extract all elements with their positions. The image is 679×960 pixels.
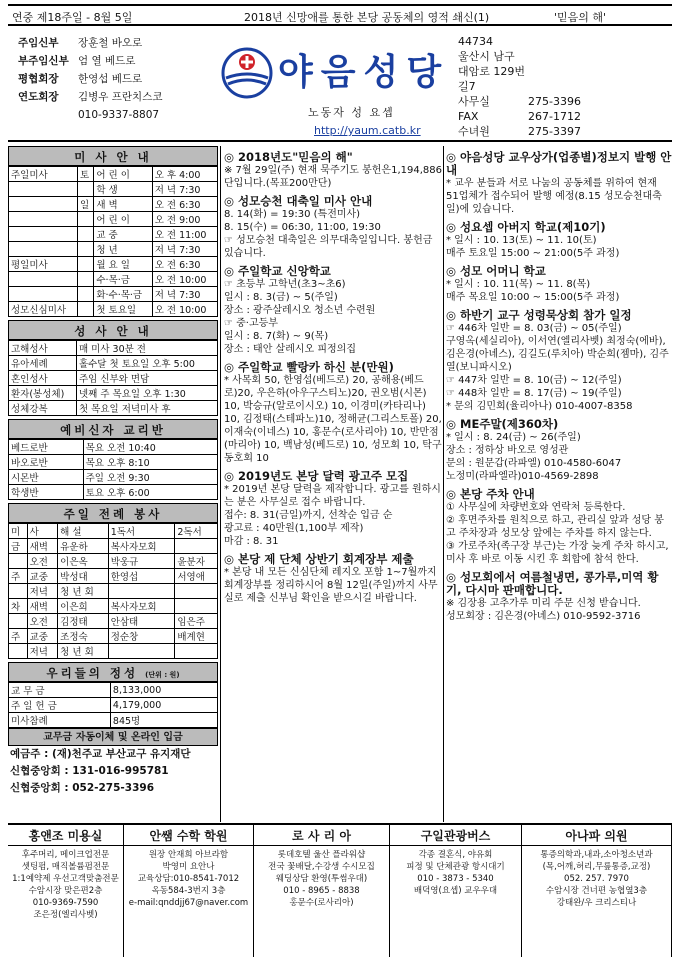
table-cell: 오 전 6:30 (152, 257, 217, 272)
mass-row (9, 167, 218, 182)
table-cell: 저녁 (27, 644, 58, 659)
table-cell (9, 614, 28, 629)
notice-line: * 2019년 본당 달력을 제작합니다. 광고를 원하시는 분은 사무실로 접수 바랍니다. (224, 484, 441, 508)
notice-line: ※ 김장용 고추가루 미리 주문 신청 받습니다. (446, 598, 641, 609)
table-cell: 홀수달 첫 토요일 오후 5:00 (76, 356, 217, 371)
notice-heading: ◎ 하반기 교구 성령묵상회 참가 일정 (446, 308, 632, 322)
staff-role: 주임신부 (18, 37, 59, 49)
table-cell: 복사자모회 (108, 599, 175, 614)
notice-line: ☞ 448차 일반 = 8. 17(금) ~ 19(주일) (446, 388, 622, 399)
table-cell: 4,179,000 (110, 698, 217, 713)
ads-row (8, 823, 672, 957)
catechism-row (9, 455, 218, 470)
staff-row (18, 106, 218, 124)
table-cell (78, 257, 94, 272)
staff-name: 엄 열 베드로 (78, 55, 136, 67)
table-cell: 정순창 (108, 629, 175, 644)
ad-line: 조은정(엘리사벳) (33, 910, 98, 920)
table-cell: 평일미사 (9, 257, 78, 272)
notice-heading: ◎ 주일학교 빨랑카 하신 분(만원) (224, 360, 394, 374)
notice-line: 장소 : 정하상 바오로 영성관 (446, 445, 569, 456)
table-cell (78, 182, 94, 197)
table-cell: 오 전 11:00 (152, 227, 217, 242)
ad-line: 피정 및 단체관광 항시대기 (406, 862, 505, 872)
top-bar (8, 4, 672, 26)
table-cell: 바오로반 (9, 455, 84, 470)
table-cell: 매 미사 30분 전 (76, 341, 217, 356)
contact-label: 사무실 (458, 95, 490, 108)
contact-row (458, 94, 672, 109)
table-cell: 오전 (27, 554, 58, 569)
ad-line: 통증의학과,내과,소아청소년과 (540, 850, 653, 860)
contact-label: 수녀원 (458, 125, 490, 138)
sacrament-row (9, 371, 218, 386)
table-cell: 환자(봉성체) (9, 386, 77, 401)
notice-heading: ◎ 본당 제 단체 상반기 회계장부 제출 (224, 552, 414, 566)
notice-line: 접수: 8. 31(금일)까지, 선착순 입금 순 (224, 510, 393, 521)
ad-line: 1:1예약제 우선고객맞춤전문 (12, 874, 119, 884)
ad-line: (목,어깨,허리,무릎통증,교정) (542, 862, 651, 872)
notice-line: * 교우 분들과 서로 나눔의 공동체를 위하여 현재 51업체가 접수되어 발행 예정(8.15 성모승천대축일)에 있습니다. (446, 178, 662, 215)
table-cell: 성체강복 (9, 401, 77, 416)
ad-line: 010 - 3873 - 5340 (417, 874, 494, 884)
table-cell: 혼인성사 (9, 371, 77, 386)
table-cell: 저 녁 7:30 (152, 287, 217, 302)
catechism-row (9, 485, 218, 500)
table-cell: 목요 오후 8:10 (83, 455, 217, 470)
year-title: '믿음의 해' (554, 11, 607, 24)
notice-line: 일시 : 8. 3(금) ~ 5(주일) (224, 292, 338, 303)
notice-heading: ◎ 성모회에서 여름철냉면, 콩가루,미역 황기, 다시마 판매합니다. (446, 570, 659, 597)
table-cell (78, 227, 94, 242)
service-table (8, 523, 218, 659)
table-cell: 새벽 (27, 599, 58, 614)
table-cell (9, 227, 78, 242)
table-cell: 배계현 (175, 629, 218, 644)
table-cell (108, 644, 175, 659)
sacrament-row (9, 356, 218, 371)
notice-line: ☞ 447차 일반 = 8. 10(금) ~ 12(주일) (446, 375, 622, 386)
contact-label: 44734 (458, 35, 493, 48)
table-cell: 새벽 (27, 539, 58, 554)
table-cell: 저 녁 7:30 (152, 242, 217, 257)
ad-box (254, 825, 390, 957)
notice-heading: ◎ 성모 어머니 학교 (446, 264, 546, 278)
mass-row (9, 242, 218, 257)
table-cell: 복사자모회 (108, 539, 175, 554)
service-row (9, 629, 218, 644)
notice-line: ☞ 성모승천 대축일은 의무대축일입니다. 봉헌금 있습니다. (224, 235, 433, 259)
ad-line: 웨딩상담 환영(투썸우대) (275, 874, 368, 884)
table-cell: 미 (9, 524, 28, 539)
notice-line: ☞ 초등부 고학년(초3~초6) (224, 279, 346, 290)
table-cell: 이은희 (58, 599, 109, 614)
ad-title: 안쌤 수학 학원 (124, 827, 253, 846)
table-cell: 임은주 (175, 614, 218, 629)
transfer-note: 교무금 자동이체 및 온라인 입금 (8, 728, 218, 746)
ad-line: 옥동584-3번지 3층 (151, 886, 226, 896)
table-cell: 교 중 (94, 227, 152, 242)
offering-row (9, 713, 218, 728)
staff-name: 한영섭 베드로 (78, 73, 143, 85)
table-cell (175, 599, 218, 614)
table-cell: 학생반 (9, 485, 84, 500)
table-cell: 고해성사 (9, 341, 77, 356)
table-cell: 베드로반 (9, 440, 84, 455)
table-cell: 1독서 (108, 524, 175, 539)
table-cell: 첫 토요일 (94, 302, 152, 317)
offering-title: 우리들의 정성 (단위 : 원) (8, 662, 218, 682)
contact-value: 267-1712 (528, 110, 581, 123)
catechism-title: 예비신자 교리반 (8, 419, 218, 439)
sacrament-row (9, 386, 218, 401)
table-cell: 학 생 (94, 182, 152, 197)
service-row (9, 599, 218, 614)
table-cell: 청 년 회 (58, 584, 109, 599)
table-cell: 토요 오후 6:00 (83, 485, 217, 500)
ad-line: 수암시장 건너편 농협옆3층 (545, 886, 648, 896)
notice-line: 매주 토요일 15:00 ~ 21:00(5주 과정) (446, 248, 620, 259)
table-cell: 2독서 (175, 524, 218, 539)
table-cell (78, 302, 94, 317)
table-cell (9, 554, 28, 569)
table-cell: 오 전 9:00 (152, 212, 217, 227)
notice-heading: ◎ ME주말(제360차) (446, 417, 559, 431)
mass-row (9, 227, 218, 242)
ad-box (124, 825, 254, 957)
contact-row (458, 109, 672, 124)
ad-line: 010-9369-7590 (32, 898, 99, 908)
staff-name: 010-9337-8807 (78, 109, 160, 121)
notice-line: 광고료 : 40만원(1,100부 제작) (224, 523, 364, 534)
offering-row (9, 683, 218, 698)
notice-line: ③ 가로주차(족구장 부근)는 가장 늦게 주차 하시고, 미사 후 바로 이동 시킨 후 회합에 참석 한다. (446, 541, 669, 565)
ad-line: 원장 안재희 아브라함 (148, 850, 229, 860)
middle-column (224, 146, 442, 605)
table-cell: 교 무 금 (9, 683, 111, 698)
table-cell (9, 272, 78, 287)
table-cell: 해 설 (58, 524, 109, 539)
mass-title: 미 사 안 내 (8, 146, 218, 166)
table-cell: 교중 (27, 629, 58, 644)
table-cell: 새 벽 (94, 197, 152, 212)
table-cell: 유운하 (58, 539, 109, 554)
notice-line: 노정미(라파엘라)010-4569-2898 (446, 471, 599, 482)
ad-line: e-mail:qnddjj67@naver.com (128, 898, 249, 908)
offering-row (9, 698, 218, 713)
table-cell: 청 년 (94, 242, 152, 257)
table-cell: 8,133,000 (110, 683, 217, 698)
service-row (9, 644, 218, 659)
notice-line: * 본당 내 모든 신심단체 레지오 포함 1~7월까지 회계장부를 정리하시어 8월 12일(주일)까지 사무실로 제출 신부님 확인을 받으시길 바랍니다. (224, 567, 438, 604)
mass-row (9, 182, 218, 197)
table-cell: 시몬반 (9, 470, 84, 485)
ad-box (390, 825, 522, 957)
table-cell: 주임 신부와 면담 (76, 371, 217, 386)
ad-box (522, 825, 672, 957)
right-column (446, 146, 672, 623)
table-cell: 오 전 6:30 (152, 197, 217, 212)
sacrament-title: 성 사 안 내 (8, 320, 218, 340)
table-cell: 박웅규 (108, 554, 175, 569)
table-cell: 주일미사 (9, 167, 78, 182)
sacrament-table (8, 340, 218, 416)
ad-line: 셋팅펌, 매직볼륨펌전문 (21, 862, 110, 872)
service-row (9, 614, 218, 629)
table-cell: 어 린 이 (94, 167, 152, 182)
mass-table (8, 166, 218, 317)
notice-line: ☞ 446차 일반 = 8. 03(금) ~ 05(주일) (446, 323, 622, 334)
ad-line: 롯데호텔 울산 플라워샵 (277, 850, 366, 860)
ad-line: 교육상담:010-8541-7012 (137, 874, 240, 884)
ad-line: 배덕영(요셉) 교우우대 (413, 886, 498, 896)
notice-line: ※ 7월 29일(주) 현재 묵주기도 봉헌은1,194,886단입니다.(목표200만단) (224, 165, 442, 189)
table-cell: 주 (9, 569, 28, 584)
ad-title: 아나파 의원 (522, 827, 671, 846)
divider (220, 146, 221, 822)
notice-heading: ◎ 본당 주차 안내 (446, 487, 535, 501)
table-cell: 토 (78, 167, 94, 182)
service-row (9, 584, 218, 599)
contact-row (458, 124, 672, 139)
notice-line: * 문의 김민희(율리아나) 010-4007-8358 (446, 401, 633, 412)
contact-label: FAX (458, 110, 479, 123)
notice-line: 마감 : 8. 31 (224, 536, 279, 547)
notice-line: 장소 : 광주살레시오 청소년 수련원 (224, 305, 376, 316)
notice-heading: ◎ 2018년도"믿음의 해" (224, 150, 353, 164)
table-cell: 주 일 헌 금 (9, 698, 111, 713)
catechism-row (9, 440, 218, 455)
contact-label: 울산시 남구 대암로 129번길7 (458, 50, 525, 93)
table-cell (175, 539, 218, 554)
table-cell: 수·목·금 (94, 272, 152, 287)
ad-line: 052. 257. 7970 (564, 874, 629, 884)
notice-line: 8. 14(화) = 19:30 (특전미사) (224, 209, 361, 220)
table-cell: 미사참례 (9, 713, 111, 728)
table-cell: 첫 목요일 저녁미사 후 (76, 401, 217, 416)
notice-heading: ◎ 성요셉 아버지 학교(제10기) (446, 220, 606, 234)
table-cell: 오 전 10:00 (152, 302, 217, 317)
header (8, 30, 672, 142)
table-cell: 오 후 4:00 (152, 167, 217, 182)
ad-title: 구일관광버스 (390, 827, 521, 846)
ad-line: 후주머리, 메이크업전문 (21, 850, 110, 860)
parish-logo-icon (220, 46, 274, 100)
table-cell (9, 212, 78, 227)
ad-line: 수암시장 맞은편2층 (28, 886, 103, 896)
table-cell: 박성대 (58, 569, 109, 584)
notice-line: 문의 : 원문갑(라파엘) 010-4580-6047 (446, 458, 622, 469)
notice-line: ① 사무실에 차량번호와 연락처 등록한다. (446, 502, 626, 513)
offering-table (8, 682, 218, 728)
account-info: 예금주 : (재)천주교 부산교구 유지재단 신협중앙회 : 131-016-995781 신협중앙회 : 052-275-3396 (10, 748, 191, 794)
notice-heading: ◎ 성모승천 대축일 미사 안내 (224, 194, 373, 208)
mass-row (9, 197, 218, 212)
divider (443, 146, 444, 822)
notice-line: 매주 목요일 10:00 ~ 15:00(5주 과정) (446, 292, 620, 303)
table-cell: 화·수·목·금 (94, 287, 152, 302)
table-cell (9, 644, 28, 659)
staff-role (18, 106, 78, 124)
parish-url[interactable]: http://yaum.catb.kr (314, 124, 421, 137)
staff-row (18, 52, 218, 70)
table-cell: 이은옥 (58, 554, 109, 569)
notice-line: * 사목회 50, 한영섭(베드로) 20, 공해용(베드로)20, 우은하(아우구스티노)20, 권오범(시몬) 10, 박승규(알로이시오) 10, 이경미(카타리나) 10, 김정태(스테파노)10, 정해균(그리스토폴) 20, 이재숙(이네스) 10, 홍문수(로사리아) 10, 반만점(마리아) 10, 백남성(베드로) 10, 성모회 10, 탁구동호회 10 (224, 375, 442, 464)
table-cell (9, 584, 28, 599)
notice-line: 성모회장 : 김은경(아녜스) 010-9592-3716 (446, 611, 641, 622)
ad-line: 전국 꽃배달,수강생 수시모집 (268, 862, 375, 872)
table-cell: 차 (9, 599, 28, 614)
notice-line: 장소 : 태안 살레시오 피정의집 (224, 344, 357, 355)
table-cell: 서영애 (175, 569, 218, 584)
table-cell: 유아세례 (9, 356, 77, 371)
table-cell (175, 584, 218, 599)
table-cell (175, 644, 218, 659)
staff-name: 장훈철 바오로 (78, 37, 143, 49)
catechism-table (8, 439, 218, 500)
left-column (8, 146, 218, 797)
ad-line: 홍문수(로사리아) (289, 898, 354, 908)
notice-heading: ◎ 주일학교 신앙학교 (224, 264, 331, 278)
contact-value: 275-3396 (528, 95, 581, 108)
table-cell (78, 242, 94, 257)
ad-line: 박영미 요안나 (162, 862, 215, 872)
staff-list (18, 34, 218, 124)
table-cell (78, 212, 94, 227)
table-cell: 교중 (27, 569, 58, 584)
sacrament-row (9, 401, 218, 416)
notice-line: ☞ 중·고등부 (224, 318, 278, 329)
ad-title: 홍앤조 미용실 (8, 827, 123, 846)
table-cell (78, 272, 94, 287)
service-row (9, 524, 218, 539)
ad-line: 각종 결혼식, 야유회 (418, 850, 493, 860)
service-title: 주일 전례 봉사 (8, 503, 218, 523)
table-cell: 오전 (27, 614, 58, 629)
table-cell: 월 요 일 (94, 257, 152, 272)
table-cell (9, 287, 78, 302)
table-cell: 어 린 이 (94, 212, 152, 227)
mass-row (9, 257, 218, 272)
table-cell: 저 녁 7:30 (152, 182, 217, 197)
contact-row (458, 49, 672, 94)
staff-row (18, 70, 218, 88)
notice-line: 구영옥(세실리아), 이서연(엘리사벳) 최정숙(에바), 김은경(아녜스), 김길도(루치아) 박순희(젬마), 김주열(보니파시오) (446, 336, 669, 373)
table-cell: 성모신심미사 (9, 302, 78, 317)
table-cell: 윤분자 (175, 554, 218, 569)
service-row (9, 539, 218, 554)
ad-line: 010 - 8965 - 8838 (283, 886, 360, 896)
contact-row (458, 34, 672, 49)
notice-heading: ◎ 야음성당 교우상가(업종별)정보지 발행 안내 (446, 150, 672, 177)
patron-saint: 노동자 성 요셉 (308, 106, 395, 119)
notice-line: 일시 : 8. 7(화) ~ 9(목) (224, 331, 329, 342)
table-cell: 김정태 (58, 614, 109, 629)
table-cell: 일 (78, 197, 94, 212)
ad-line: 강태완/우 크리스티나 (556, 898, 637, 908)
table-cell: 주 (9, 629, 28, 644)
table-cell: 안삼태 (108, 614, 175, 629)
table-cell: 청 년 회 (58, 644, 109, 659)
service-row (9, 554, 218, 569)
notice-heading: ◎ 2019년도 본당 달력 광고주 모집 (224, 469, 409, 483)
notice-line: ② 후면주차를 원칙으로 하고, 관리실 앞과 성당 봉고 주차장과 성모상 앞에는 주차를 하지 않는다. (446, 515, 664, 539)
notice-line: 8. 15(수) = 06:30, 11:00, 19:30 (224, 222, 381, 233)
table-cell (9, 242, 78, 257)
table-cell: 금 (9, 539, 28, 554)
table-cell (9, 182, 78, 197)
table-cell: 넷째 주 목요일 오후 1:30 (76, 386, 217, 401)
staff-role: 연도회장 (18, 91, 59, 103)
parish-name: 야음성당 (278, 52, 450, 93)
table-cell (9, 197, 78, 212)
service-row (9, 569, 218, 584)
table-cell (78, 287, 94, 302)
ad-title: 로 사 리 아 (254, 827, 389, 846)
table-cell: 조정숙 (58, 629, 109, 644)
table-cell: 한영섭 (108, 569, 175, 584)
notice-line: * 일시 : 8. 24(금) ~ 26(주일) (446, 432, 581, 443)
mass-row (9, 302, 218, 317)
notice-line: * 일시 : 10. 13(토) ~ 11. 10(토) (446, 235, 597, 246)
staff-role: 평협회장 (18, 73, 59, 85)
mass-row (9, 287, 218, 302)
notice-line: * 일시 : 10. 11(목) ~ 11. 8(목) (446, 279, 591, 290)
theme-banner: 2018년 신망애를 통한 본당 공동체의 영적 쇄신(1) (244, 11, 490, 24)
staff-name: 김병우 프란치스코 (78, 91, 163, 103)
table-cell (108, 584, 175, 599)
table-cell: 주일 오전 9:30 (83, 470, 217, 485)
contact-info (458, 34, 672, 139)
table-cell: 사 (27, 524, 58, 539)
table-cell: 목요 오전 10:40 (83, 440, 217, 455)
table-cell: 845명 (110, 713, 217, 728)
staff-role: 부주임신부 (18, 55, 69, 67)
table-cell: 오 전 10:00 (152, 272, 217, 287)
contact-value: 275-3397 (528, 125, 581, 138)
table-cell: 저녁 (27, 584, 58, 599)
staff-row (18, 88, 218, 106)
mass-row (9, 272, 218, 287)
liturgical-date: 연중 제18주일 - 8월 5일 (12, 11, 133, 24)
staff-row (18, 34, 218, 52)
ad-box (8, 825, 124, 957)
mass-row (9, 212, 218, 227)
sacrament-row (9, 341, 218, 356)
catechism-row (9, 470, 218, 485)
